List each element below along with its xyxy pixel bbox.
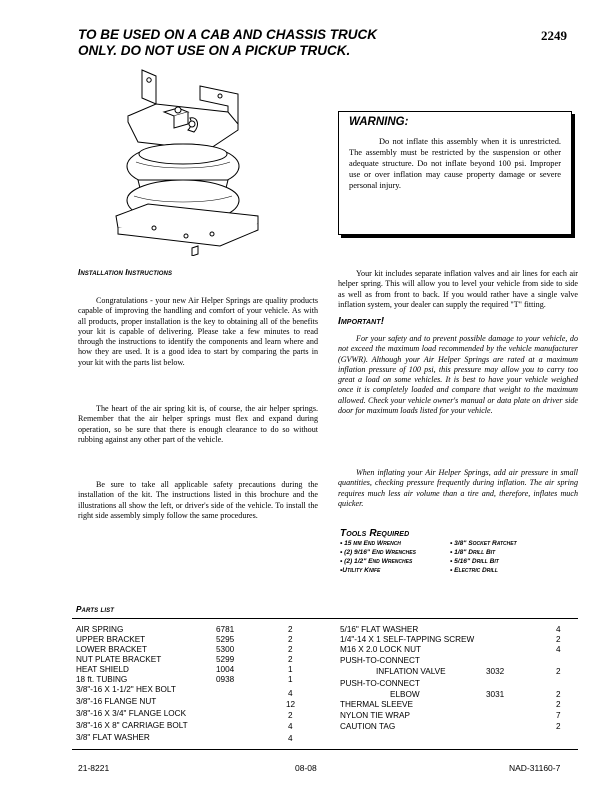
part-qty: 4	[288, 689, 293, 698]
part-number: 3032	[486, 667, 505, 676]
part-name: 3/8"-16 FLANGE NUT	[76, 697, 157, 706]
part-name: 3/8"-16 X 1-1/2" HEX BOLT	[76, 685, 176, 694]
part-name: 3/8"-16 X 3/4" FLANGE LOCK	[76, 709, 187, 718]
part-name: 1/4"-14 X 1 SELF-TAPPING SCREW	[340, 635, 475, 644]
part-number: 5295	[216, 635, 235, 644]
part-qty: 2	[288, 655, 293, 664]
important-paragraph: For your safety and to prevent possible damage to your vehicle, do not exceed the maximum load recommended by the vehicle manufacturer (GVWR). Although your Air Helper Springs are rated at a maximum inflation pressure of 100 psi, this pressure may allow you to carry too great a load on some vehicles. It is best to have your vehicle weighed once it is completely loaded and compare that weight to the maximum allowed. Check your vehicle owner's manual or data plate on driver side door for maximum loads listed for your vehicle.	[338, 334, 578, 416]
tool-item: • Electric Drill	[450, 567, 498, 574]
important-title: Important!	[338, 316, 385, 327]
tool-item: • 1/8" Drill Bit	[450, 549, 496, 556]
part-name: NYLON TIE WRAP	[340, 711, 410, 720]
part-name: LOWER BRACKET	[76, 645, 147, 654]
kit-intro-paragraph: Your kit includes separate inflation valves and air lines for each air helper spring. This will allow you to level your vehicle from side to side as well as from front to back. If you would rather have a single valve inflation system, your dealer can supply the required "T" fitting.	[338, 269, 578, 309]
part-qty: 2	[556, 690, 561, 699]
part-name: INFLATION VALVE	[376, 667, 446, 676]
tool-item: •Utility Knife	[340, 567, 381, 574]
part-name: PUSH-TO-CONNECT	[340, 679, 420, 688]
part-number: 3031	[486, 690, 505, 699]
warning-text: Do not inflate this assembly when it is unrestricted. The assembly must be restricted by the suspension or other adequate structure. Do not inflate beyond 100 psi. Improper use or over inflation may cause property damage or severe personal injury.	[349, 137, 561, 190]
tool-item: • (2) 1/2" End Wrenches	[340, 558, 413, 565]
part-qty: 2	[556, 700, 561, 709]
part-number: 6781	[216, 625, 235, 634]
footer-rule	[72, 749, 578, 750]
part-qty: 2	[556, 722, 561, 731]
doc-number: 2249	[541, 28, 567, 43]
part-qty: 4	[556, 625, 561, 634]
part-number: 0938	[216, 675, 235, 684]
part-name: 5/16" FLAT WASHER	[340, 625, 419, 634]
part-qty: 2	[556, 667, 561, 676]
inflating-paragraph: When inflating your Air Helper Springs, add air pressure in small quantities, checking pressure frequently during inflation. The air spring requires much less air volume than a tire and, therefore, inflates much quicker.	[338, 468, 578, 508]
footer-doc-code: NAD-31160-7	[509, 763, 561, 773]
part-name: M16 X 2.0 LOCK NUT	[340, 645, 421, 654]
part-name: UPPER BRACKET	[76, 635, 146, 644]
part-name: NUT PLATE BRACKET	[76, 655, 162, 664]
installation-paragraph-1: Congratulations - your new Air Helper Springs are quality products capable of improving the handling and comfort of your vehicle. As with all products, proper installation is the key to obtaining all of the benefits your kit is capable of delivering. Please take a few minutes to read through the instructions to identify the components and learn where and how they are used. It is a good idea to start by comparing the parts in your kit with the parts list below.	[78, 296, 318, 367]
part-qty: 1	[288, 665, 293, 674]
installation-paragraph-3: Be sure to take all applicable safety precautions during the installation of the kit. The instructions listed in this brochure and the illustrations all show the left, or driver's side of the vehicle. To install the right side assembly simply follow the same procedures.	[78, 480, 318, 520]
part-qty: 2	[288, 625, 293, 634]
part-number: 5299	[216, 655, 235, 664]
part-qty: 7	[556, 711, 561, 720]
part-name: 18 ft. TUBING	[76, 675, 128, 684]
footer-part-number: 21-8221	[78, 763, 110, 773]
part-qty: 2	[288, 711, 293, 720]
tool-item: • 15 mm End Wrench	[340, 540, 401, 547]
part-name: THERMAL SLEEVE	[340, 700, 413, 709]
part-name: 3/8"-16 X 8" CARRIAGE BOLT	[76, 721, 188, 730]
part-number: 1004	[216, 665, 235, 674]
part-qty: 2	[288, 645, 293, 654]
part-qty: 4	[288, 734, 293, 743]
tool-item: • (2) 9/16" End Wrenches	[340, 549, 416, 556]
part-qty: 2	[288, 635, 293, 644]
tools-title: Tools Required	[340, 528, 410, 539]
part-qty: 2	[556, 635, 561, 644]
warning-title: WARNING:	[349, 116, 409, 128]
part-name: AIR SPRING	[76, 625, 124, 634]
part-name: HEAT SHIELD	[76, 665, 129, 674]
part-qty: 1	[288, 675, 293, 684]
part-name: CAUTION TAG	[340, 722, 396, 731]
part-number: 5300	[216, 645, 235, 654]
part-qty: 12	[286, 700, 296, 709]
footer-date: 08-08	[295, 763, 317, 773]
tool-item: • 3/8" Socket Ratchet	[450, 540, 517, 547]
installation-title: Installation Instructions	[78, 268, 173, 277]
title-line-1: TO BE USED ON A CAB AND CHASSIS TRUCK	[78, 27, 378, 42]
tool-item: • 5/16" Drill Bit	[450, 558, 499, 565]
part-qty: 4	[288, 722, 293, 731]
part-name: ELBOW	[390, 690, 420, 699]
title-line-2: ONLY. DO NOT USE ON A PICKUP TRUCK.	[78, 43, 351, 58]
part-qty: 4	[556, 645, 561, 654]
parts-list-title: Parts list	[76, 605, 114, 614]
part-name: 3/8" FLAT WASHER	[76, 733, 150, 742]
installation-paragraph-2: The heart of the air spring kit is, of course, the air helper springs. Remember that the air helper springs must flex and expand during operation, so be sure that there is enough clearance to do so without rubbing against any other part of the vehicle.	[78, 404, 318, 444]
part-name: PUSH-TO-CONNECT	[340, 656, 420, 665]
